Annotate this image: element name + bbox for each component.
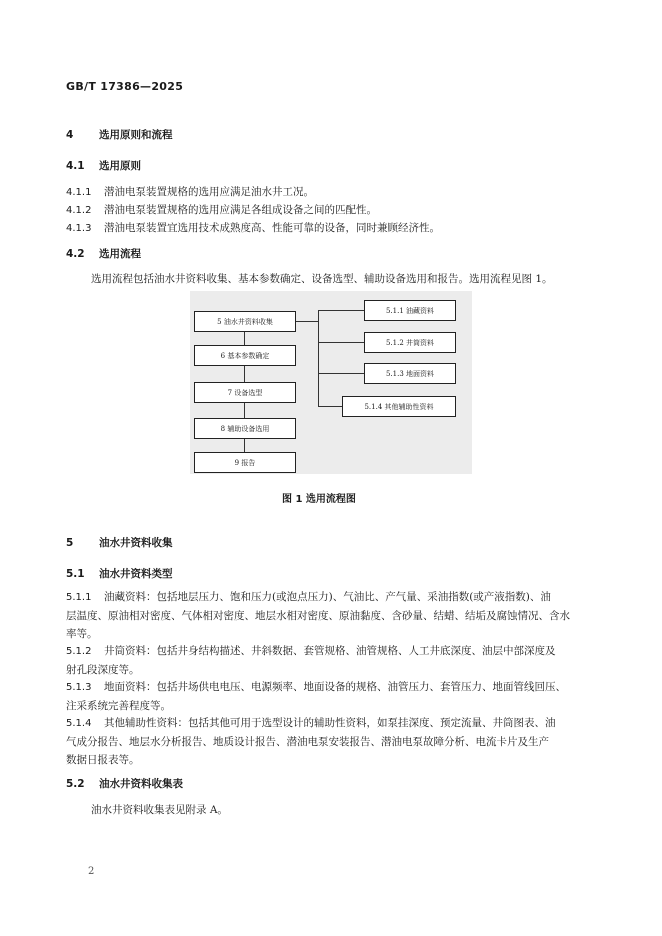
clause-5-1-3 xyxy=(66,678,596,715)
connector xyxy=(318,373,364,374)
section-title: 油水井资料类型 xyxy=(99,568,173,580)
side-item-wellbore-data: 5.1.2 井筒资料 xyxy=(364,332,456,353)
flow-step-basic-parameters: 6 基本参数确定 xyxy=(194,345,296,366)
flow-step-equipment-selection: 7 设备选型 xyxy=(194,382,296,403)
clause-number: 5.1.3 xyxy=(66,682,92,693)
flowchart-figure xyxy=(190,291,472,474)
clause-4-1-1 xyxy=(66,184,314,199)
clause-line: 注采系统完善程度等。 xyxy=(66,700,171,712)
clause-4-1-3 xyxy=(66,220,440,235)
section-5-2-heading xyxy=(66,776,183,791)
section-number: 5 xyxy=(66,537,74,549)
clause-number: 4.1.2 xyxy=(66,205,92,216)
clause-text: 潜油电泵装置规格的选用应满足油水井工况。 xyxy=(104,186,314,198)
connector xyxy=(244,439,245,452)
connector xyxy=(244,403,245,418)
clause-line: 率等。 xyxy=(66,628,98,640)
section-number: 4.2 xyxy=(66,248,85,260)
standard-code-header: GB/T 17386—2025 xyxy=(66,80,184,93)
clause-line: 数据日报表等。 xyxy=(66,754,140,766)
flow-step-data-collection: 5 油水井资料收集 xyxy=(194,311,296,332)
flow-step-report: 9 报告 xyxy=(194,452,296,473)
connector xyxy=(296,321,318,322)
section-title: 选用原则 xyxy=(99,160,141,172)
section-title: 油水井资料收集表 xyxy=(99,778,183,790)
clause-4-1-2 xyxy=(66,202,377,217)
clause-line: 层温度、原油相对密度、气体相对密度、地层水相对密度、原油黏度、含砂量、结蜡、结垢及腐蚀情况、含水 xyxy=(66,610,570,622)
clause-number: 4.1.3 xyxy=(66,223,92,234)
section-number: 4 xyxy=(66,129,74,141)
clause-line: 其他辅助性资料：包括其他可用于选型设计的辅助性资料，如泵挂深度、预定流量、井筒图表、油 xyxy=(104,717,556,729)
clause-number: 5.1.1 xyxy=(66,592,92,603)
clause-5-1-2 xyxy=(66,642,596,679)
clause-line: 射孔段深度等。 xyxy=(66,664,140,676)
selection-process-paragraph: 选用流程包括油水井资料收集、基本参数确定、设备选型、辅助设备选用和报告。选用流程见图 1。 xyxy=(91,273,553,285)
section-4-heading xyxy=(66,127,173,142)
clause-text: 潜油电泵装置宜选用技术成熟度高、性能可靠的设备，同时兼顾经济性。 xyxy=(104,222,440,234)
section-number: 4.1 xyxy=(66,160,85,172)
connector xyxy=(244,332,245,345)
clause-number: 4.1.1 xyxy=(66,187,92,198)
clause-line: 井筒资料：包括井身结构描述、井斜数据、套管规格、油管规格、人工井底深度、油层中部深度及 xyxy=(104,645,556,657)
section-number: 5.2 xyxy=(66,778,85,790)
side-item-auxiliary-data: 5.1.4 其他辅助性资料 xyxy=(342,396,456,417)
connector xyxy=(318,310,319,407)
connector xyxy=(318,310,364,311)
clause-number: 5.1.4 xyxy=(66,718,92,729)
side-item-surface-data: 5.1.3 地面资料 xyxy=(364,363,456,384)
clause-line: 地面资料：包括井场供电电压、电源频率、地面设备的规格、油管压力、套管压力、地面管线回压、 xyxy=(104,681,566,693)
clause-number: 5.1.2 xyxy=(66,646,92,657)
section-5-heading xyxy=(66,535,173,550)
connector xyxy=(244,366,245,382)
section-title: 选用流程 xyxy=(99,248,141,260)
figure-caption: 图 1 选用流程图 xyxy=(282,494,356,505)
connector xyxy=(318,342,364,343)
section-number: 5.1 xyxy=(66,568,85,580)
side-item-reservoir-data: 5.1.1 油藏资料 xyxy=(364,300,456,321)
clause-5-1-1 xyxy=(66,588,596,643)
clause-line: 气成分报告、地层水分析报告、地质设计报告、潜油电泵安装报告、潜油电泵故障分析、电流卡片及生产 xyxy=(66,736,549,748)
page-number: 2 xyxy=(88,866,95,877)
connector xyxy=(318,406,342,407)
flow-step-auxiliary-equipment: 8 辅助设备选用 xyxy=(194,418,296,439)
section-title: 选用原则和流程 xyxy=(99,129,173,141)
clause-line: 油藏资料：包括地层压力、饱和压力(或泡点压力)、气油比、产气量、采油指数(或产液指数)、油 xyxy=(104,591,551,603)
clause-5-1-4 xyxy=(66,714,596,769)
section-4-1-heading xyxy=(66,158,141,173)
section-4-2-heading xyxy=(66,246,141,261)
appendix-reference: 油水井资料收集表见附录 A。 xyxy=(91,804,228,816)
section-5-1-heading xyxy=(66,566,173,581)
clause-text: 潜油电泵装置规格的选用应满足各组成设备之间的匹配性。 xyxy=(104,204,377,216)
section-title: 油水井资料收集 xyxy=(99,537,173,549)
